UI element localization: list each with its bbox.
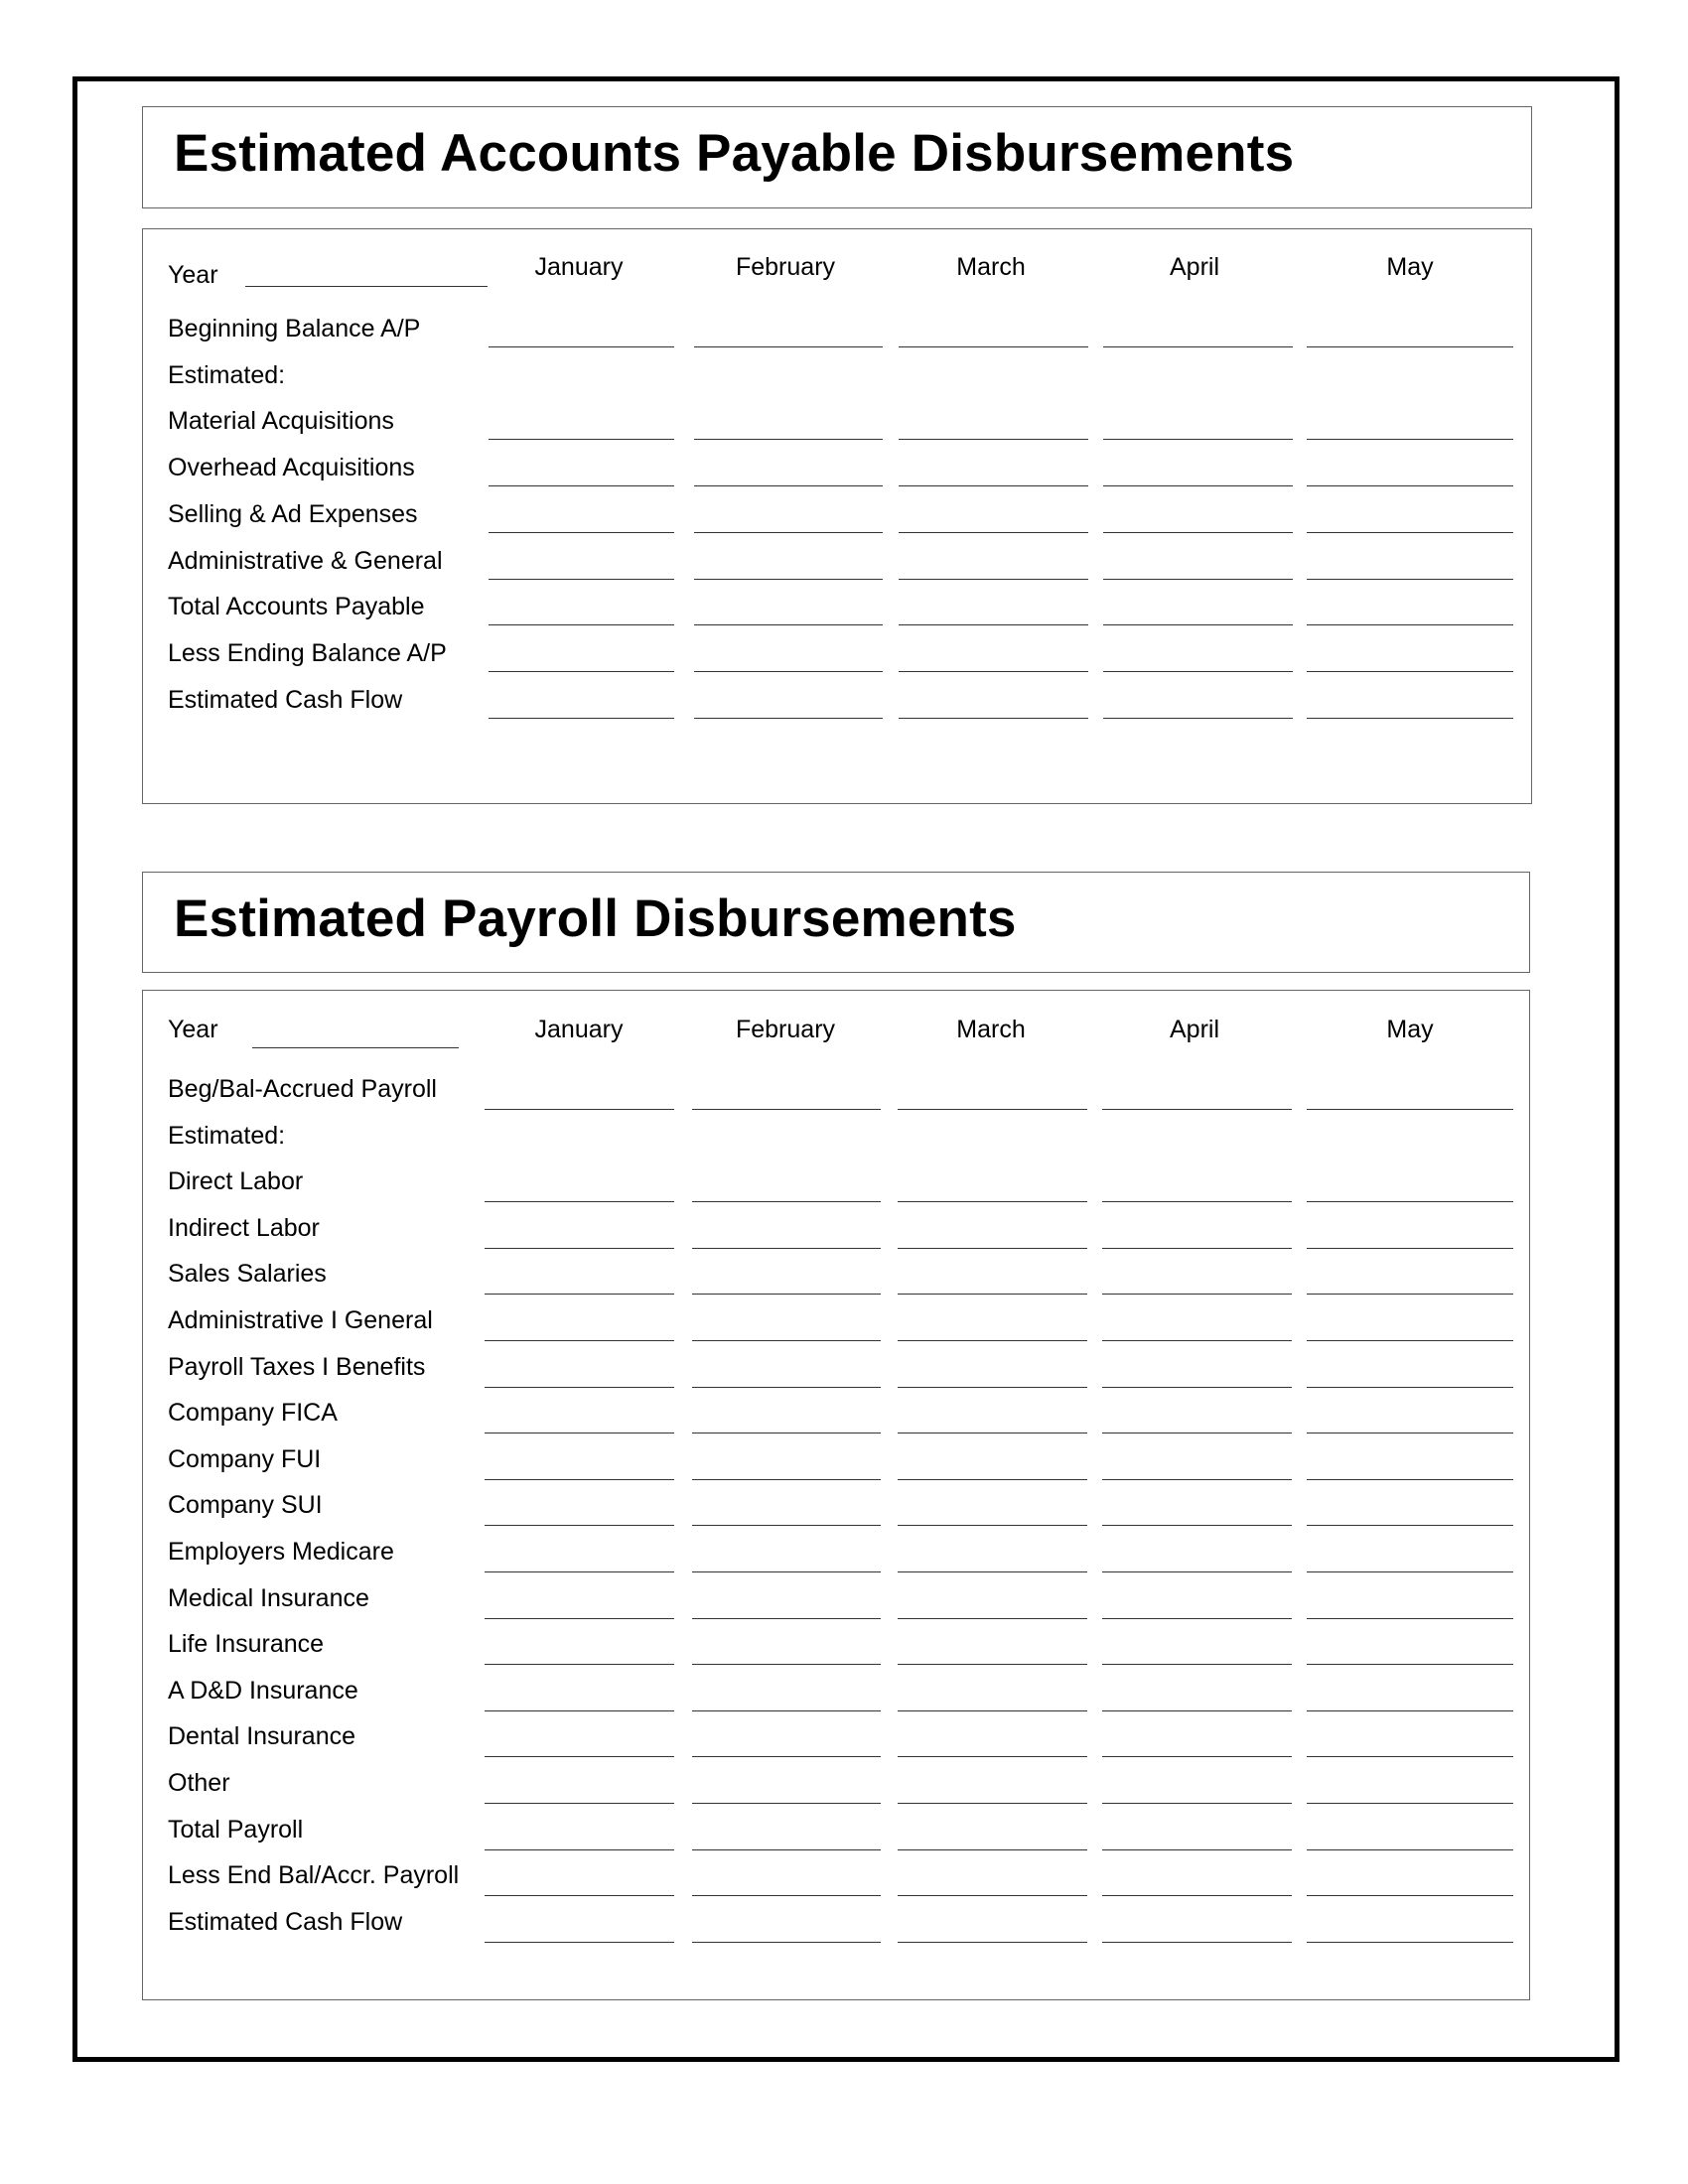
payroll-blank-february[interactable] <box>692 1387 881 1388</box>
payroll-row-label: Estimated: <box>168 1121 286 1150</box>
ap-blank-march[interactable] <box>899 439 1088 440</box>
ap-month-april: April <box>1169 253 1220 281</box>
payroll-blank-march[interactable] <box>898 1756 1087 1757</box>
ap-row-label: Administrative & General <box>168 546 443 575</box>
payroll-blank-march[interactable] <box>898 1803 1087 1804</box>
payroll-blank-april[interactable] <box>1102 1618 1292 1619</box>
ap-blank-january[interactable] <box>489 485 674 486</box>
payroll-blank-march[interactable] <box>898 1895 1087 1896</box>
payroll-blank-may[interactable] <box>1307 1710 1513 1711</box>
payroll-row-label: Estimated Cash Flow <box>168 1907 403 1936</box>
payroll-blank-february[interactable] <box>692 1756 881 1757</box>
ap-blank-march[interactable] <box>899 485 1088 486</box>
payroll-blank-march[interactable] <box>898 1294 1087 1295</box>
payroll-blank-march[interactable] <box>898 1664 1087 1665</box>
ap-blank-february[interactable] <box>694 439 883 440</box>
payroll-blank-january[interactable] <box>485 1664 674 1665</box>
ap-blank-january[interactable] <box>489 439 674 440</box>
payroll-blank-february[interactable] <box>692 1294 881 1295</box>
payroll-year-input[interactable] <box>252 1047 459 1048</box>
ap-blank-april[interactable] <box>1103 439 1293 440</box>
payroll-blank-may[interactable] <box>1307 1387 1513 1388</box>
payroll-blank-may[interactable] <box>1307 1942 1513 1943</box>
payroll-blank-may[interactable] <box>1307 1571 1513 1572</box>
payroll-row-label: Company FUI <box>168 1444 322 1473</box>
ap-title-box <box>142 106 1532 208</box>
ap-blank-may[interactable] <box>1307 579 1513 580</box>
payroll-blank-april[interactable] <box>1102 1201 1292 1202</box>
ap-blank-april[interactable] <box>1103 579 1293 580</box>
payroll-row-label: Beg/Bal-Accrued Payroll <box>168 1075 437 1103</box>
payroll-blank-may[interactable] <box>1307 1201 1513 1202</box>
payroll-blank-april[interactable] <box>1102 1294 1292 1295</box>
payroll-blank-february[interactable] <box>692 1849 881 1850</box>
payroll-blank-february[interactable] <box>692 1340 881 1341</box>
payroll-blank-january[interactable] <box>485 1248 674 1249</box>
payroll-blank-january[interactable] <box>485 1109 674 1110</box>
payroll-blank-may[interactable] <box>1307 1479 1513 1480</box>
ap-row-label: Estimated: <box>168 360 286 389</box>
ap-blank-march[interactable] <box>899 346 1088 347</box>
ap-blank-march[interactable] <box>899 532 1088 533</box>
payroll-blank-april[interactable] <box>1102 1571 1292 1572</box>
payroll-blank-march[interactable] <box>898 1387 1087 1388</box>
payroll-title: Estimated Payroll Disbursements <box>174 889 1017 948</box>
payroll-blank-april[interactable] <box>1102 1895 1292 1896</box>
payroll-blank-april[interactable] <box>1102 1664 1292 1665</box>
payroll-blank-may[interactable] <box>1307 1525 1513 1526</box>
ap-blank-may[interactable] <box>1307 624 1513 625</box>
payroll-month-may: May <box>1386 1016 1434 1043</box>
ap-blank-may[interactable] <box>1307 439 1513 440</box>
payroll-blank-january[interactable] <box>485 1803 674 1804</box>
payroll-blank-april[interactable] <box>1102 1387 1292 1388</box>
payroll-month-april: April <box>1169 1016 1220 1043</box>
payroll-blank-may[interactable] <box>1307 1109 1513 1110</box>
ap-blank-february[interactable] <box>694 579 883 580</box>
ap-blank-february[interactable] <box>694 346 883 347</box>
ap-month-may: May <box>1386 253 1434 281</box>
payroll-month-february: February <box>735 1016 836 1043</box>
ap-blank-march[interactable] <box>899 718 1088 719</box>
ap-blank-february[interactable] <box>694 624 883 625</box>
ap-blank-may[interactable] <box>1307 671 1513 672</box>
payroll-blank-april[interactable] <box>1102 1248 1292 1249</box>
payroll-blank-may[interactable] <box>1307 1340 1513 1341</box>
payroll-blank-march[interactable] <box>898 1710 1087 1711</box>
payroll-blank-february[interactable] <box>692 1479 881 1480</box>
ap-year-input[interactable] <box>245 286 488 287</box>
ap-blank-january[interactable] <box>489 532 674 533</box>
payroll-blank-january[interactable] <box>485 1942 674 1943</box>
payroll-blank-may[interactable] <box>1307 1618 1513 1619</box>
payroll-blank-april[interactable] <box>1102 1942 1292 1943</box>
payroll-blank-january[interactable] <box>485 1618 674 1619</box>
payroll-blank-february[interactable] <box>692 1525 881 1526</box>
payroll-blank-january[interactable] <box>485 1340 674 1341</box>
payroll-blank-february[interactable] <box>692 1248 881 1249</box>
payroll-blank-february[interactable] <box>692 1803 881 1804</box>
ap-blank-april[interactable] <box>1103 671 1293 672</box>
payroll-blank-april[interactable] <box>1102 1340 1292 1341</box>
ap-blank-may[interactable] <box>1307 485 1513 486</box>
payroll-row-label: Life Insurance <box>168 1630 325 1659</box>
ap-blank-april[interactable] <box>1103 718 1293 719</box>
ap-blank-january[interactable] <box>489 671 674 672</box>
payroll-row-label: Less End Bal/Accr. Payroll <box>168 1861 460 1890</box>
payroll-blank-march[interactable] <box>898 1479 1087 1480</box>
payroll-blank-april[interactable] <box>1102 1525 1292 1526</box>
ap-blank-february[interactable] <box>694 532 883 533</box>
payroll-blank-february[interactable] <box>692 1571 881 1572</box>
payroll-blank-may[interactable] <box>1307 1664 1513 1665</box>
ap-blank-may[interactable] <box>1307 718 1513 719</box>
payroll-row-label: Indirect Labor <box>168 1213 320 1242</box>
payroll-blank-february[interactable] <box>692 1710 881 1711</box>
payroll-blank-may[interactable] <box>1307 1248 1513 1249</box>
payroll-row-label: Direct Labor <box>168 1167 304 1196</box>
ap-blank-february[interactable] <box>694 671 883 672</box>
payroll-row-label: Total Payroll <box>168 1815 304 1843</box>
ap-blank-march[interactable] <box>899 624 1088 625</box>
payroll-blank-april[interactable] <box>1102 1756 1292 1757</box>
payroll-blank-january[interactable] <box>485 1710 674 1711</box>
payroll-blank-march[interactable] <box>898 1201 1087 1202</box>
payroll-blank-may[interactable] <box>1307 1849 1513 1850</box>
ap-blank-april[interactable] <box>1103 346 1293 347</box>
payroll-blank-january[interactable] <box>485 1849 674 1850</box>
ap-month-january: January <box>534 253 624 281</box>
ap-blank-march[interactable] <box>899 579 1088 580</box>
ap-title: Estimated Accounts Payable Disbursements <box>174 124 1295 183</box>
payroll-row-label: Other <box>168 1769 230 1797</box>
ap-blank-january[interactable] <box>489 579 674 580</box>
payroll-blank-january[interactable] <box>485 1201 674 1202</box>
payroll-row-label: Employers Medicare <box>168 1538 394 1566</box>
payroll-row-label: Administrative I General <box>168 1306 433 1334</box>
payroll-blank-april[interactable] <box>1102 1109 1292 1110</box>
ap-row-label: Overhead Acquisitions <box>168 454 415 482</box>
payroll-blank-january[interactable] <box>485 1479 674 1480</box>
payroll-blank-january[interactable] <box>485 1571 674 1572</box>
payroll-blank-march[interactable] <box>898 1618 1087 1619</box>
payroll-blank-february[interactable] <box>692 1109 881 1110</box>
payroll-blank-april[interactable] <box>1102 1849 1292 1850</box>
ap-blank-april[interactable] <box>1103 624 1293 625</box>
payroll-blank-january[interactable] <box>485 1294 674 1295</box>
ap-blank-january[interactable] <box>489 624 674 625</box>
payroll-blank-march[interactable] <box>898 1109 1087 1110</box>
payroll-row-label: Company FICA <box>168 1399 338 1428</box>
ap-month-march: March <box>956 253 1026 281</box>
ap-blank-march[interactable] <box>899 671 1088 672</box>
payroll-blank-january[interactable] <box>485 1525 674 1526</box>
ap-blank-january[interactable] <box>489 718 674 719</box>
payroll-blank-april[interactable] <box>1102 1479 1292 1480</box>
payroll-blank-march[interactable] <box>898 1571 1087 1572</box>
ap-row-label: Estimated Cash Flow <box>168 685 403 714</box>
payroll-blank-march[interactable] <box>898 1525 1087 1526</box>
payroll-row-label: Sales Salaries <box>168 1260 327 1289</box>
ap-blank-april[interactable] <box>1103 532 1293 533</box>
ap-month-february: February <box>735 253 836 281</box>
ap-blank-january[interactable] <box>489 346 674 347</box>
payroll-blank-may[interactable] <box>1307 1294 1513 1295</box>
payroll-blank-february[interactable] <box>692 1664 881 1665</box>
ap-row-label: Total Accounts Payable <box>168 593 425 621</box>
payroll-blank-may[interactable] <box>1307 1895 1513 1896</box>
ap-blank-february[interactable] <box>694 485 883 486</box>
ap-year-label: Year <box>168 261 218 289</box>
payroll-blank-february[interactable] <box>692 1942 881 1943</box>
payroll-blank-january[interactable] <box>485 1387 674 1388</box>
payroll-row-label: A D&D Insurance <box>168 1676 358 1705</box>
payroll-row-label: Payroll Taxes I Benefits <box>168 1352 426 1381</box>
payroll-table-box <box>142 990 1530 2000</box>
payroll-row-label: Company SUI <box>168 1491 323 1520</box>
payroll-blank-may[interactable] <box>1307 1756 1513 1757</box>
ap-row-label: Selling & Ad Expenses <box>168 499 418 528</box>
ap-row-label: Beginning Balance A/P <box>168 315 421 342</box>
payroll-row-label: Medical Insurance <box>168 1583 369 1612</box>
ap-blank-april[interactable] <box>1103 485 1293 486</box>
payroll-blank-march[interactable] <box>898 1849 1087 1850</box>
payroll-blank-april[interactable] <box>1102 1803 1292 1804</box>
payroll-blank-march[interactable] <box>898 1340 1087 1341</box>
payroll-blank-march[interactable] <box>898 1942 1087 1943</box>
ap-row-label: Material Acquisitions <box>168 407 394 436</box>
payroll-blank-may[interactable] <box>1307 1803 1513 1804</box>
payroll-year-label: Year <box>168 1016 218 1043</box>
payroll-blank-february[interactable] <box>692 1618 881 1619</box>
ap-row-label: Less Ending Balance A/P <box>168 638 447 667</box>
ap-blank-february[interactable] <box>694 718 883 719</box>
payroll-blank-january[interactable] <box>485 1756 674 1757</box>
payroll-blank-march[interactable] <box>898 1248 1087 1249</box>
payroll-blank-february[interactable] <box>692 1895 881 1896</box>
payroll-row-label: Dental Insurance <box>168 1722 356 1751</box>
ap-table-box <box>142 228 1532 804</box>
payroll-blank-february[interactable] <box>692 1201 881 1202</box>
payroll-month-january: January <box>534 1016 624 1043</box>
ap-blank-may[interactable] <box>1307 346 1513 347</box>
payroll-title-box <box>142 872 1530 973</box>
ap-blank-may[interactable] <box>1307 532 1513 533</box>
payroll-blank-april[interactable] <box>1102 1710 1292 1711</box>
payroll-blank-january[interactable] <box>485 1895 674 1896</box>
payroll-month-march: March <box>956 1016 1026 1043</box>
